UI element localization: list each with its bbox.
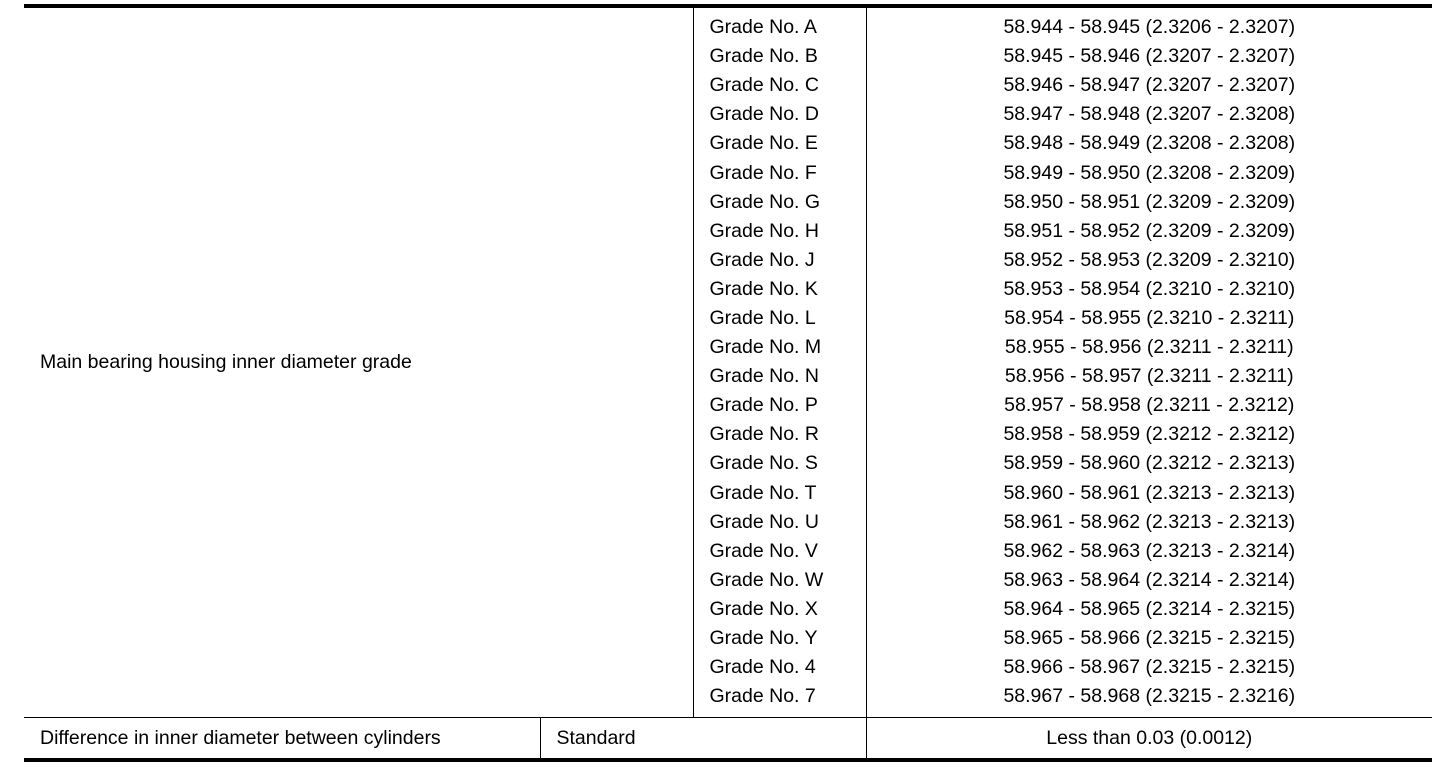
grade-label: Grade No. V	[693, 537, 866, 566]
grade-label: Grade No. B	[693, 42, 866, 71]
grade-value: 58.965 - 58.966 (2.3215 - 2.3215)	[866, 624, 1432, 653]
grade-value: 58.950 - 58.951 (2.3209 - 2.3209)	[866, 188, 1432, 217]
difference-sub-label: Standard	[540, 718, 866, 761]
grade-label: Grade No. Y	[693, 624, 866, 653]
grade-label: Grade No. S	[693, 449, 866, 478]
grade-value: 58.957 - 58.958 (2.3211 - 2.3212)	[866, 391, 1432, 420]
grade-label: Grade No. 7	[693, 682, 866, 718]
grade-label: Grade No. K	[693, 275, 866, 304]
grade-label: Grade No. F	[693, 158, 866, 187]
grade-label: Grade No. C	[693, 71, 866, 100]
grade-value: 58.946 - 58.947 (2.3207 - 2.3207)	[866, 71, 1432, 100]
grade-value: 58.949 - 58.950 (2.3208 - 2.3209)	[866, 158, 1432, 187]
grade-label: Grade No. H	[693, 217, 866, 246]
table-row	[24, 718, 1432, 761]
grade-value: 58.955 - 58.956 (2.3211 - 2.3211)	[866, 333, 1432, 362]
grade-label: Grade No. P	[693, 391, 866, 420]
grade-value: 58.956 - 58.957 (2.3211 - 2.3211)	[866, 362, 1432, 391]
difference-value: Less than 0.03 (0.0012)	[866, 718, 1432, 761]
spec-table	[24, 4, 1432, 762]
grade-label: Grade No. W	[693, 566, 866, 595]
grade-value: 58.960 - 58.961 (2.3213 - 2.3213)	[866, 479, 1432, 508]
grade-value: 58.967 - 58.968 (2.3215 - 2.3216)	[866, 682, 1432, 718]
grade-label: Grade No. L	[693, 304, 866, 333]
main-bearing-label: Main bearing housing inner diameter grade	[24, 6, 693, 718]
grade-value: 58.954 - 58.955 (2.3210 - 2.3211)	[866, 304, 1432, 333]
grade-value: 58.945 - 58.946 (2.3207 - 2.3207)	[866, 42, 1432, 71]
grade-value: 58.964 - 58.965 (2.3214 - 2.3215)	[866, 595, 1432, 624]
grade-value: 58.953 - 58.954 (2.3210 - 2.3210)	[866, 275, 1432, 304]
grade-label: Grade No. M	[693, 333, 866, 362]
table-row	[24, 6, 1432, 42]
grade-value: 58.948 - 58.949 (2.3208 - 2.3208)	[866, 129, 1432, 158]
grade-value: 58.961 - 58.962 (2.3213 - 2.3213)	[866, 508, 1432, 537]
grade-value: 58.959 - 58.960 (2.3212 - 2.3213)	[866, 449, 1432, 478]
grade-label: Grade No. A	[693, 6, 866, 42]
difference-rows	[24, 718, 1432, 761]
grade-label: Grade No. D	[693, 100, 866, 129]
grade-value: 58.947 - 58.948 (2.3207 - 2.3208)	[866, 100, 1432, 129]
grade-label: Grade No. J	[693, 246, 866, 275]
grade-value: 58.966 - 58.967 (2.3215 - 2.3215)	[866, 653, 1432, 682]
grade-label: Grade No. U	[693, 508, 866, 537]
grade-label: Grade No. N	[693, 362, 866, 391]
difference-label: Difference in inner diameter between cylinders	[24, 718, 540, 761]
grade-value: 58.944 - 58.945 (2.3206 - 2.3207)	[866, 6, 1432, 42]
grade-label: Grade No. R	[693, 420, 866, 449]
grade-value: 58.952 - 58.953 (2.3209 - 2.3210)	[866, 246, 1432, 275]
grade-label: Grade No. 4	[693, 653, 866, 682]
grade-value: 58.962 - 58.963 (2.3213 - 2.3214)	[866, 537, 1432, 566]
grade-label: Grade No. G	[693, 188, 866, 217]
grade-label: Grade No. X	[693, 595, 866, 624]
grade-value: 58.951 - 58.952 (2.3209 - 2.3209)	[866, 217, 1432, 246]
grade-value: 58.958 - 58.959 (2.3212 - 2.3212)	[866, 420, 1432, 449]
grade-value: 58.963 - 58.964 (2.3214 - 2.3214)	[866, 566, 1432, 595]
grade-rows	[24, 6, 1432, 718]
grade-label: Grade No. T	[693, 479, 866, 508]
grade-label: Grade No. E	[693, 129, 866, 158]
